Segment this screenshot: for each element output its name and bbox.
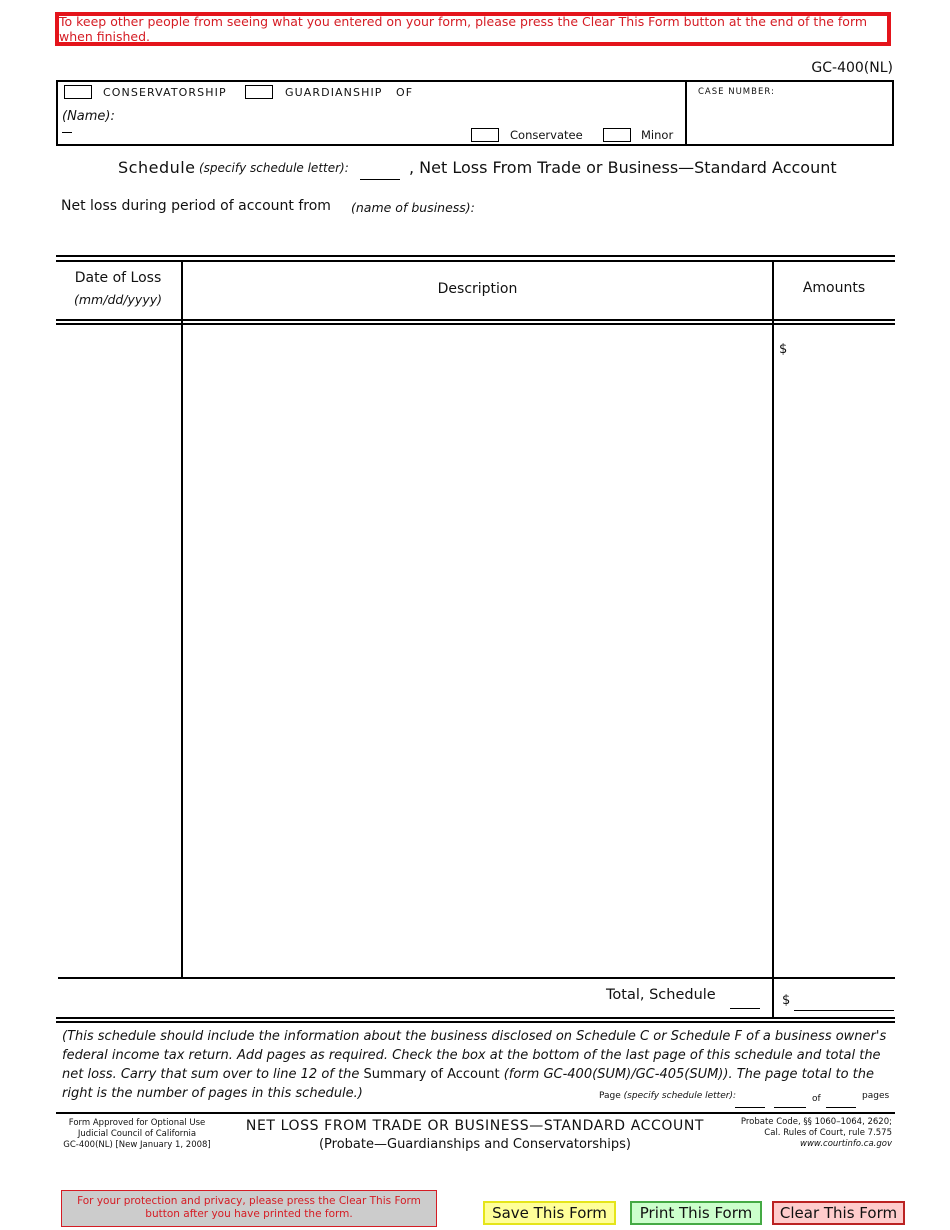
amount-column-divider xyxy=(772,261,774,1019)
col-amounts-header: Amounts xyxy=(802,280,866,296)
form-number: GC-400(NL) xyxy=(811,60,893,76)
print-form-button[interactable]: Print This Form xyxy=(630,1201,762,1225)
instructions-part2: (form GC-400(SUM)/GC-405(SUM)). The page total to the right is the number of pages in this schedule.) xyxy=(62,1067,875,1101)
footer-rules: Cal. Rules of Court, rule 7.575 xyxy=(764,1128,892,1138)
amounts-column-field[interactable] xyxy=(775,326,893,976)
case-number-label: CASE NUMBER: xyxy=(698,87,775,97)
footer-top-rule xyxy=(56,1112,895,1114)
guardianship-checkbox[interactable] xyxy=(245,85,273,99)
total-dollar-sign: $ xyxy=(782,993,791,1008)
page-letter-field[interactable] xyxy=(735,1107,765,1108)
amount-dollar-sign: $ xyxy=(779,342,788,357)
of-word: of xyxy=(812,1094,821,1104)
instructions-paragraph xyxy=(62,1027,892,1103)
case-divider xyxy=(685,80,687,146)
instructions-part1: (This schedule should include the information about the business disclosed on Schedule C or Schedule F of a business owner's federal income tax return. Add pages as required. Check the box at the bottom of the last page of this schedule and total the net loss. Carry that sum over to line 12 of the xyxy=(62,1029,887,1082)
footer-left-block xyxy=(56,1118,218,1151)
net-loss-label: Net loss during period of account from xyxy=(61,198,331,214)
total-bottom-rule-2 xyxy=(56,1021,895,1023)
conservatee-checkbox[interactable] xyxy=(471,128,499,142)
warning-text: To keep other people from seeing what you entered on your form, please press the Clear This Form button at the end of the form when finished. xyxy=(59,14,868,44)
col-date-header: Date of Loss xyxy=(74,270,162,286)
total-schedule-letter-field[interactable] xyxy=(730,1008,760,1009)
date-column-divider xyxy=(181,261,183,979)
footer-council: Judicial Council of California xyxy=(77,1129,197,1139)
date-column-field[interactable] xyxy=(58,326,179,976)
business-name-hint[interactable]: (name of business): xyxy=(351,200,475,215)
schedule-title: , Net Loss From Trade or Business—Standard Account xyxy=(409,158,837,177)
footer-probate-code: Probate Code, §§ 1060–1064, 2620; xyxy=(740,1117,892,1127)
privacy-warning-banner xyxy=(55,12,891,46)
name-label: (Name): xyxy=(62,109,115,124)
footer-subtitle: (Probate—Guardianships and Conservatorships) xyxy=(318,1137,631,1152)
total-schedule-label: Total, Schedule xyxy=(606,987,716,1003)
clear-form-button[interactable]: Clear This Form xyxy=(772,1201,905,1225)
description-column-field[interactable] xyxy=(184,326,770,976)
total-pages-field[interactable] xyxy=(826,1107,856,1108)
save-form-button[interactable]: Save This Form xyxy=(483,1201,616,1225)
schedule-specify-hint: (specify schedule letter): xyxy=(199,161,349,175)
table-body-bottom-rule xyxy=(58,977,895,979)
conservatorship-label: CONSERVATORSHIP xyxy=(103,86,227,99)
conservatorship-checkbox[interactable] xyxy=(64,85,92,99)
page-word: Page xyxy=(599,1091,621,1101)
header-rule-1 xyxy=(56,319,895,321)
privacy-note-text: For your protection and privacy, please press the Clear This Form button after you have printed the form. xyxy=(77,1195,421,1220)
of-label: OF xyxy=(396,86,414,99)
minor-checkbox[interactable] xyxy=(603,128,631,142)
schedule-prefix: Schedule xyxy=(118,158,196,177)
conservatee-label: Conservatee xyxy=(510,128,583,142)
footer-title: NET LOSS FROM TRADE OR BUSINESS—STANDARD ACCOUNT xyxy=(245,1118,705,1134)
pages-word: pages xyxy=(862,1091,890,1101)
total-amount-field[interactable] xyxy=(794,1010,894,1011)
footer-website[interactable]: www.courtinfo.ca.gov xyxy=(800,1139,892,1149)
col-description-header: Description xyxy=(437,281,518,297)
footer-approved: Form Approved for Optional Use xyxy=(68,1118,206,1128)
page-label xyxy=(599,1091,736,1101)
minor-label: Minor xyxy=(641,128,674,142)
header-rule-2 xyxy=(56,323,895,325)
col-date-hint: (mm/dd/yyyy) xyxy=(74,292,162,307)
total-bottom-rule-1 xyxy=(56,1017,895,1019)
footer-right-block xyxy=(700,1117,892,1150)
name-field-stub[interactable] xyxy=(62,132,72,133)
footer-form-date: GC-400(NL) [New January 1, 2008] xyxy=(63,1140,211,1150)
page-hint: (specify schedule letter): xyxy=(623,1091,736,1101)
privacy-note xyxy=(61,1190,437,1227)
page-number-field[interactable] xyxy=(774,1107,806,1108)
schedule-letter-field[interactable] xyxy=(360,179,400,180)
summary-of-account-text: Summary of Account xyxy=(363,1067,500,1082)
table-top-rule-1 xyxy=(56,255,895,257)
guardianship-label: GUARDIANSHIP xyxy=(285,86,383,99)
